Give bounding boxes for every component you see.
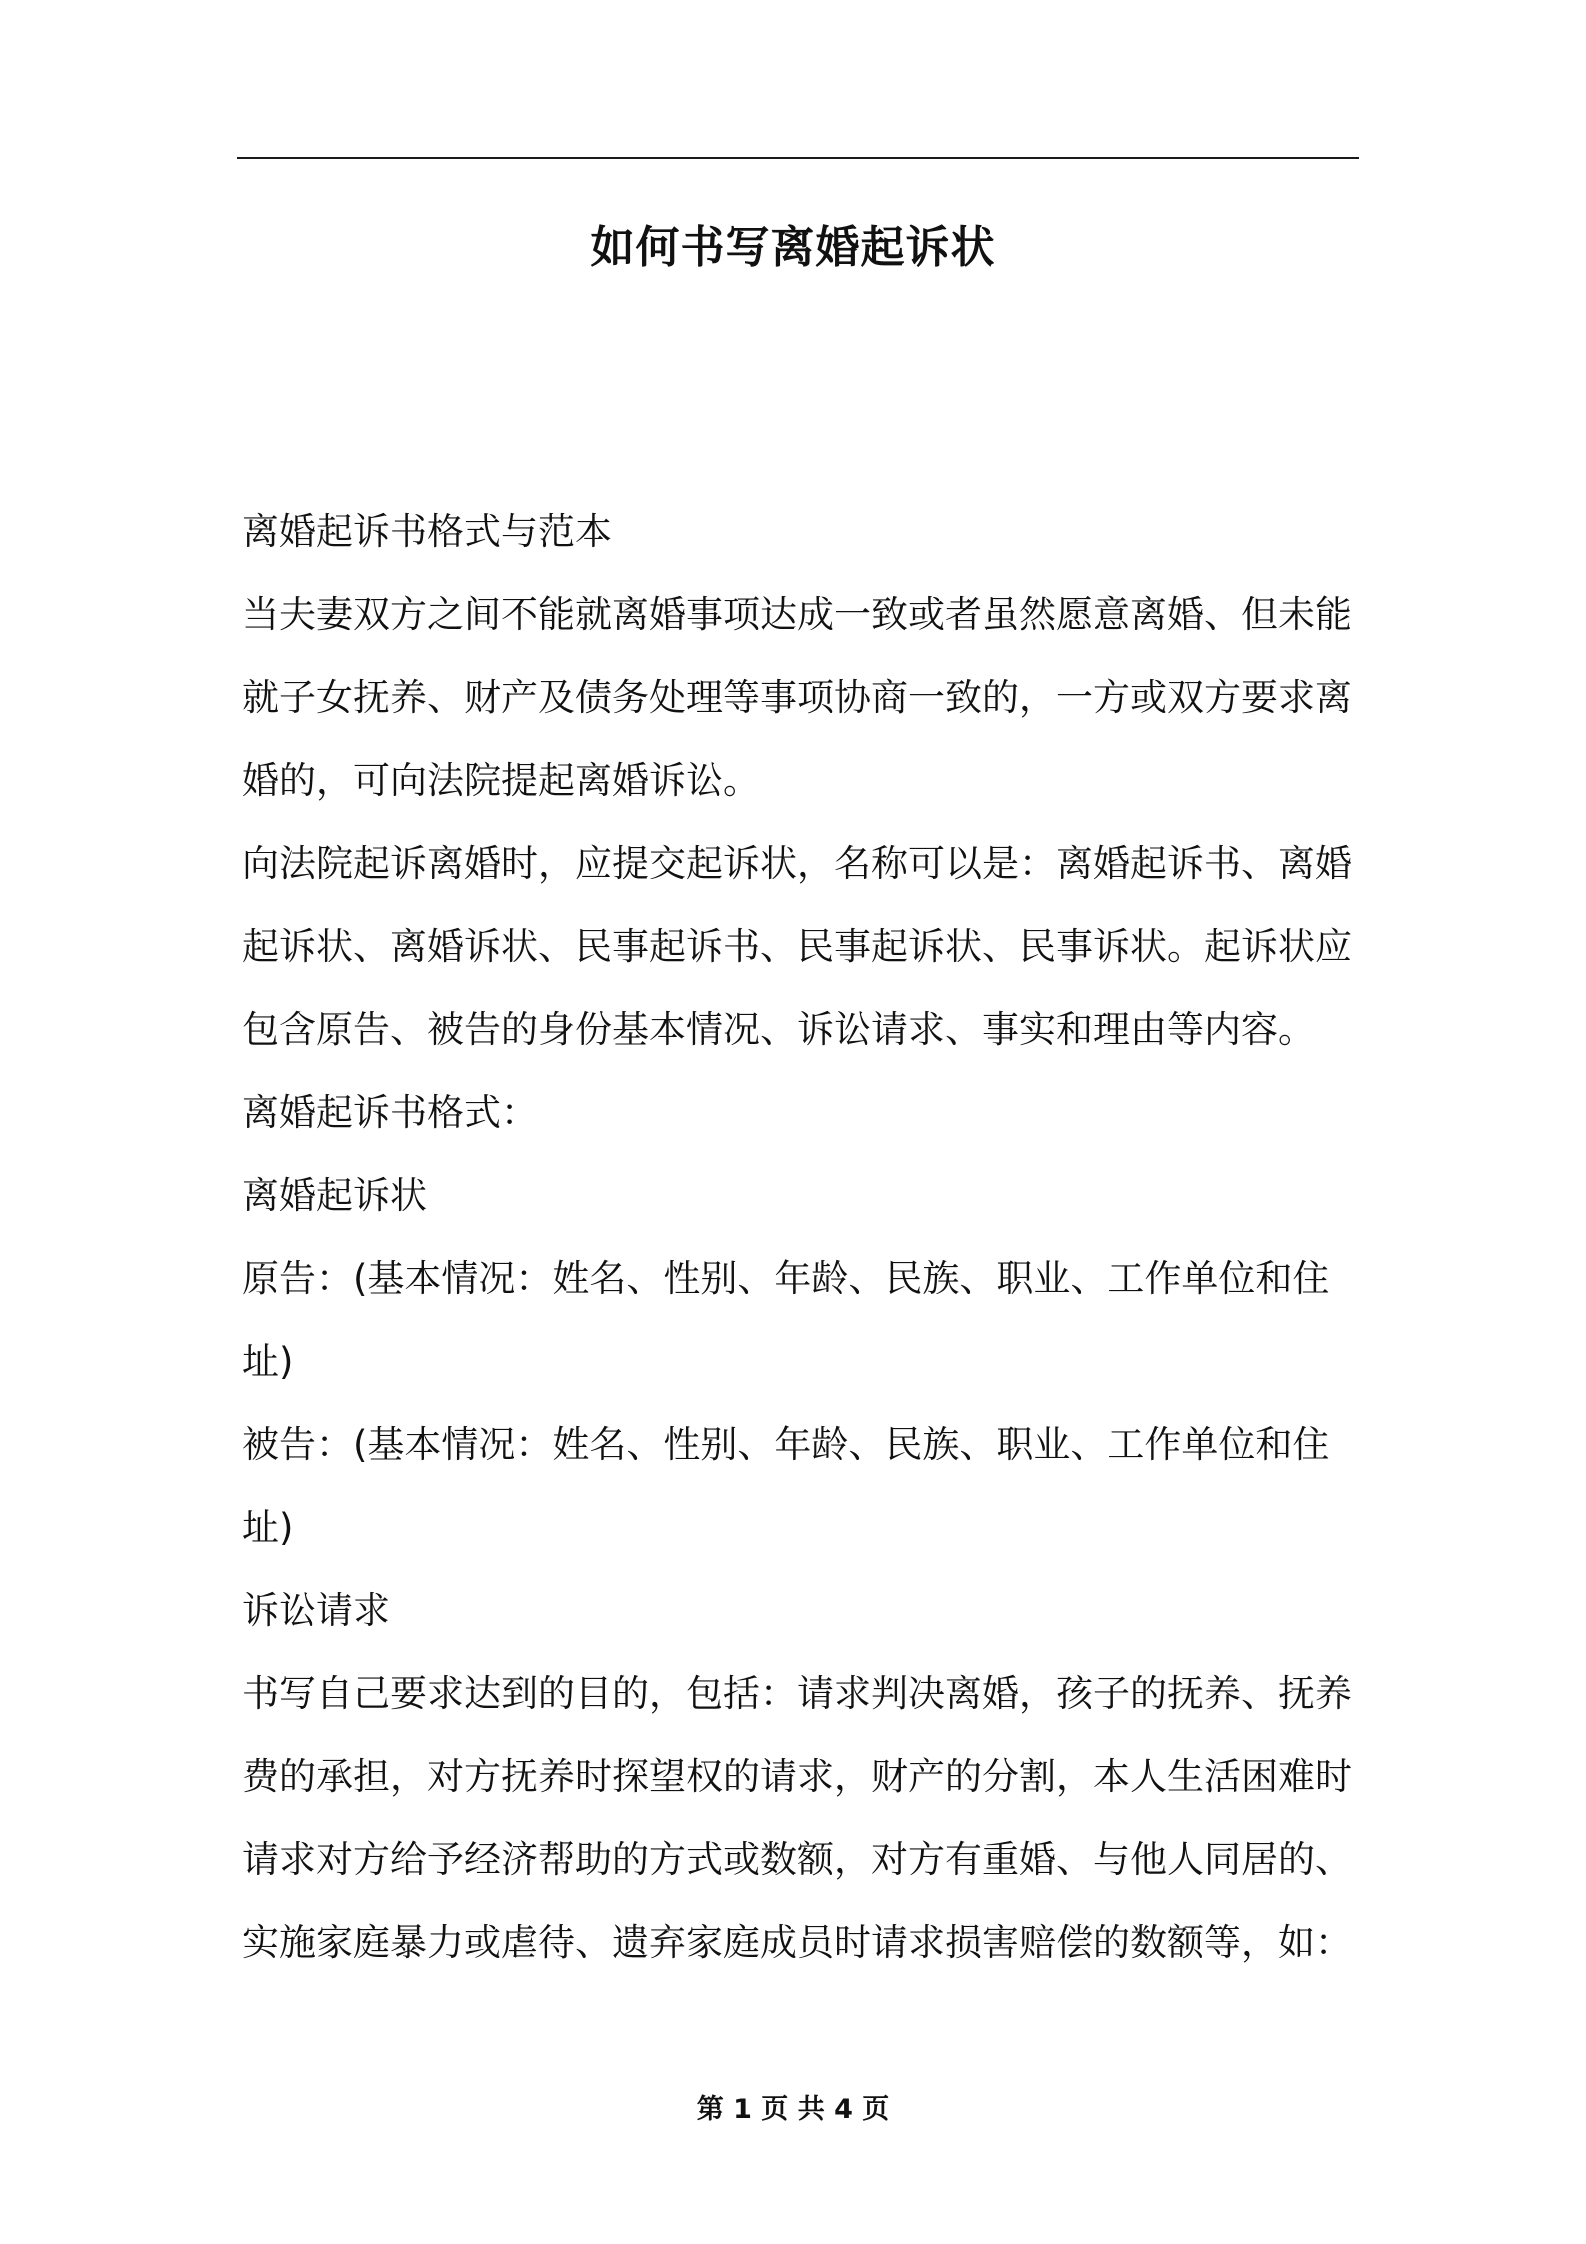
body-line: 起诉状、离婚诉状、民事起诉书、民事起诉状、民事诉状。起诉状应 xyxy=(242,925,1352,968)
body-line: 址) xyxy=(242,1506,294,1549)
body-line: 就子女抚养、财产及债务处理等事项协商一致的，一方或双方要求离 xyxy=(242,676,1352,719)
header-rule xyxy=(237,157,1359,159)
body-line: 离婚起诉书格式： xyxy=(242,1091,538,1134)
body-line: 实施家庭暴力或虐待、遗弃家庭成员时请求损害赔偿的数额等，如： xyxy=(242,1921,1352,1964)
page-footer: 第 1 页 共 4 页 xyxy=(696,2094,890,2125)
body-line: 当夫妻双方之间不能就离婚事项达成一致或者虽然愿意离婚、但未能 xyxy=(242,593,1352,636)
body-line: 向法院起诉离婚时，应提交起诉状，名称可以是：离婚起诉书、离婚 xyxy=(242,842,1352,885)
body-line: 婚的，可向法院提起离婚诉讼。 xyxy=(242,759,760,802)
body-line: 费的承担，对方抚养时探望权的请求，财产的分割，本人生活困难时 xyxy=(242,1755,1352,1798)
body-line: 书写自己要求达到的目的，包括：请求判决离婚，孩子的抚养、抚养 xyxy=(242,1672,1352,1715)
body-line: 诉讼请求 xyxy=(242,1589,390,1632)
body-line: 址) xyxy=(242,1340,294,1383)
body-line: 离婚起诉书格式与范本 xyxy=(242,510,612,553)
body-line: 离婚起诉状 xyxy=(242,1174,427,1217)
body-line: 请求对方给予经济帮助的方式或数额，对方有重婚、与他人同居的、 xyxy=(242,1838,1352,1881)
body-line: 被告：(基本情况：姓名、性别、年龄、民族、职业、工作单位和住 xyxy=(242,1423,1330,1466)
body-line: 原告：(基本情况：姓名、性别、年龄、民族、职业、工作单位和住 xyxy=(242,1257,1330,1300)
document-title: 如何书写离婚起诉状 xyxy=(590,222,996,273)
document-body xyxy=(242,490,1357,1984)
body-line: 包含原告、被告的身份基本情况、诉讼请求、事实和理由等内容。 xyxy=(242,1008,1315,1051)
